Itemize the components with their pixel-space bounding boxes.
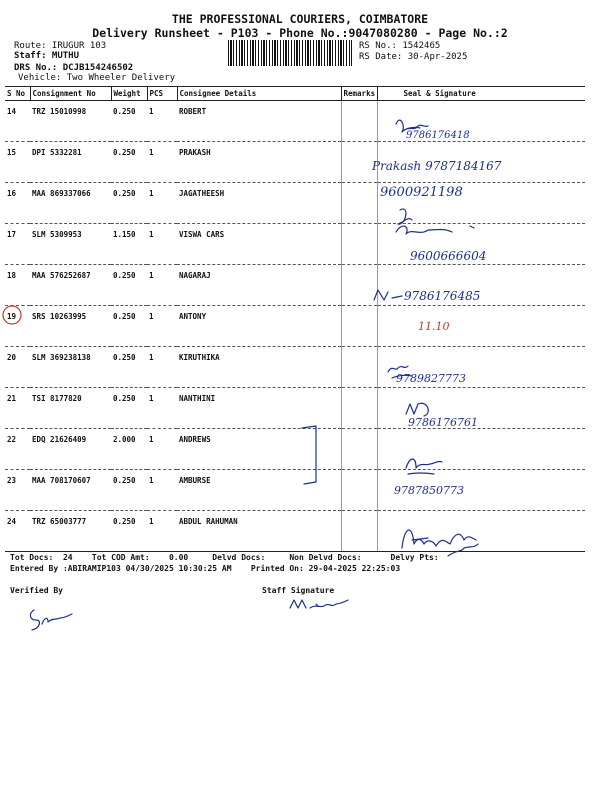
cell-sno: 18	[5, 265, 30, 306]
cell-remarks	[341, 388, 377, 429]
table-row	[5, 429, 585, 470]
table-row	[5, 265, 585, 306]
cell-remarks	[341, 429, 377, 470]
cell-remarks	[341, 347, 377, 388]
drs-number: DRS No.: DCJB154246502	[14, 63, 134, 73]
cell-weight: 0.250	[111, 265, 147, 306]
col-weight: Weight	[111, 87, 147, 101]
cell-sno: 19	[5, 306, 30, 347]
cell-pcs: 1	[147, 265, 177, 306]
col-signature: Seal & Signature	[377, 87, 585, 101]
cell-consignee: NAGARAJ	[177, 265, 341, 306]
signature-row-20-number: 9789827773	[396, 372, 466, 385]
cell-consignment: SRS 10263995	[30, 306, 111, 347]
cell-signature	[377, 470, 585, 511]
table-row	[5, 183, 585, 224]
remark-row-19: 11.10	[418, 320, 450, 333]
table-row	[5, 388, 585, 429]
cell-sno: 24	[5, 511, 30, 552]
cell-pcs: 1	[147, 470, 177, 511]
cell-sno: 16	[5, 183, 30, 224]
cell-sno: 14	[5, 101, 30, 142]
cell-consignment: MAA 708170607	[30, 470, 111, 511]
cell-weight: 0.250	[111, 347, 147, 388]
cell-pcs: 1	[147, 306, 177, 347]
cell-consignee: ABDUL RAHUMAN	[177, 511, 341, 552]
cell-signature	[377, 101, 585, 142]
cell-signature	[377, 142, 585, 183]
route-label: Route: IRUGUR 103	[14, 41, 107, 51]
cell-sno: 23	[5, 470, 30, 511]
cell-remarks	[341, 142, 377, 183]
col-remarks: Remarks	[341, 87, 377, 101]
signature-row-16: 9600921198	[380, 185, 463, 200]
staff-label: Staff: MUTHU	[14, 51, 80, 61]
signature-row-17-number: 9600666604	[410, 249, 487, 263]
cell-signature	[377, 429, 585, 470]
cell-consignment: MAA 576252687	[30, 265, 111, 306]
cell-consignee: ANTONY	[177, 306, 341, 347]
cell-pcs: 1	[147, 224, 177, 265]
cell-consignee: AMBURSE	[177, 470, 341, 511]
signature-row-14-number: 9786176418	[406, 130, 470, 141]
cell-weight: 0.250	[111, 183, 147, 224]
cell-signature	[377, 183, 585, 224]
cell-remarks	[341, 101, 377, 142]
cell-consignee: KIRUTHIKA	[177, 347, 341, 388]
cell-pcs: 1	[147, 101, 177, 142]
cell-consignment: EDQ 21626409	[30, 429, 111, 470]
rs-date: RS Date: 30-Apr-2025	[359, 52, 468, 62]
cell-pcs: 1	[147, 388, 177, 429]
verified-by-signature	[30, 610, 72, 630]
cell-consignee: NANTHINI	[177, 388, 341, 429]
cell-pcs: 1	[147, 429, 177, 470]
cell-weight: 1.150	[111, 224, 147, 265]
table-row	[5, 142, 585, 183]
signature-row-21-number: 9786176761	[408, 416, 478, 429]
table-row	[5, 224, 585, 265]
cell-signature	[377, 388, 585, 429]
cell-weight: 0.250	[111, 470, 147, 511]
signature-row-19-number: 9786176485	[404, 289, 481, 303]
cell-signature	[377, 347, 585, 388]
report-title: THE PROFESSIONAL COURIERS, COIMBATORE	[171, 12, 429, 26]
cell-remarks	[341, 224, 377, 265]
table-header-row	[5, 87, 585, 101]
cell-sno: 22	[5, 429, 30, 470]
cell-signature	[377, 224, 585, 265]
cell-sno: 17	[5, 224, 30, 265]
col-sno: S No	[5, 87, 30, 101]
cell-weight: 2.000	[111, 429, 147, 470]
cell-signature	[377, 511, 585, 552]
cell-weight: 0.250	[111, 388, 147, 429]
staff-signature-mark	[290, 600, 348, 608]
table-row	[5, 306, 585, 347]
runsheet-table	[5, 86, 585, 552]
report-subtitle: Delivery Runsheet - P103 - Phone No.:9047080280 - Page No.:2	[92, 26, 508, 40]
cell-signature	[377, 306, 585, 347]
cell-consignee: ANDREWS	[177, 429, 341, 470]
rs-number: RS No.: 1542465	[359, 41, 441, 51]
cell-consignment: TRZ 15010998	[30, 101, 111, 142]
cell-consignment: DPI 5332281	[30, 142, 111, 183]
cell-consignee: VISWA CARS	[177, 224, 341, 265]
signature-row-23-number: 9787850773	[394, 484, 464, 497]
cell-pcs: 1	[147, 511, 177, 552]
cell-consignee: ROBERT	[177, 101, 341, 142]
totals-summary: Tot Docs: 24 Tot COD Amt: 0.00 Delvd Docs: Non Delvd Docs: Delvy Pts:	[10, 553, 439, 562]
vehicle-label: Vehicle: Two Wheeler Delivery	[18, 73, 176, 83]
table-row	[5, 511, 585, 552]
col-consignment: Consignment No	[30, 87, 111, 101]
cell-pcs: 1	[147, 142, 177, 183]
cell-consignee: PRAKASH	[177, 142, 341, 183]
cell-remarks	[341, 265, 377, 306]
entered-printed-line: Entered By :ABIRAMIP103 04/30/2025 10:30:25 AM Printed On: 29-04-2025 22:25:03	[10, 564, 401, 573]
table-row	[5, 347, 585, 388]
cell-remarks	[341, 511, 377, 552]
barcode	[228, 40, 352, 66]
cell-weight: 0.250	[111, 142, 147, 183]
cell-sno: 20	[5, 347, 30, 388]
table-row	[5, 470, 585, 511]
cell-sno: 15	[5, 142, 30, 183]
cell-consignee: JAGATHEESH	[177, 183, 341, 224]
cell-weight: 0.250	[111, 101, 147, 142]
cell-pcs: 1	[147, 347, 177, 388]
cell-consignment: TSI 8177820	[30, 388, 111, 429]
cell-consignment: SLM 5309953	[30, 224, 111, 265]
cell-remarks	[341, 183, 377, 224]
col-consignee: Consignee Details	[177, 87, 341, 101]
cell-sno: 21	[5, 388, 30, 429]
cell-signature	[377, 265, 585, 306]
cell-consignment: MAA 869337066	[30, 183, 111, 224]
staff-signature-label: Staff Signature	[262, 586, 335, 595]
col-pcs: PCS	[147, 87, 177, 101]
cell-remarks	[341, 470, 377, 511]
table-row	[5, 101, 585, 142]
cell-consignment: SLM 369238138	[30, 347, 111, 388]
cell-weight: 0.250	[111, 511, 147, 552]
cell-remarks	[341, 306, 377, 347]
signature-row-15: Prakash 9787184167	[372, 159, 502, 173]
cell-pcs: 1	[147, 183, 177, 224]
cell-weight: 0.250	[111, 306, 147, 347]
verified-by-label: Verified By	[10, 586, 63, 595]
cell-consignment: TRZ 65003777	[30, 511, 111, 552]
